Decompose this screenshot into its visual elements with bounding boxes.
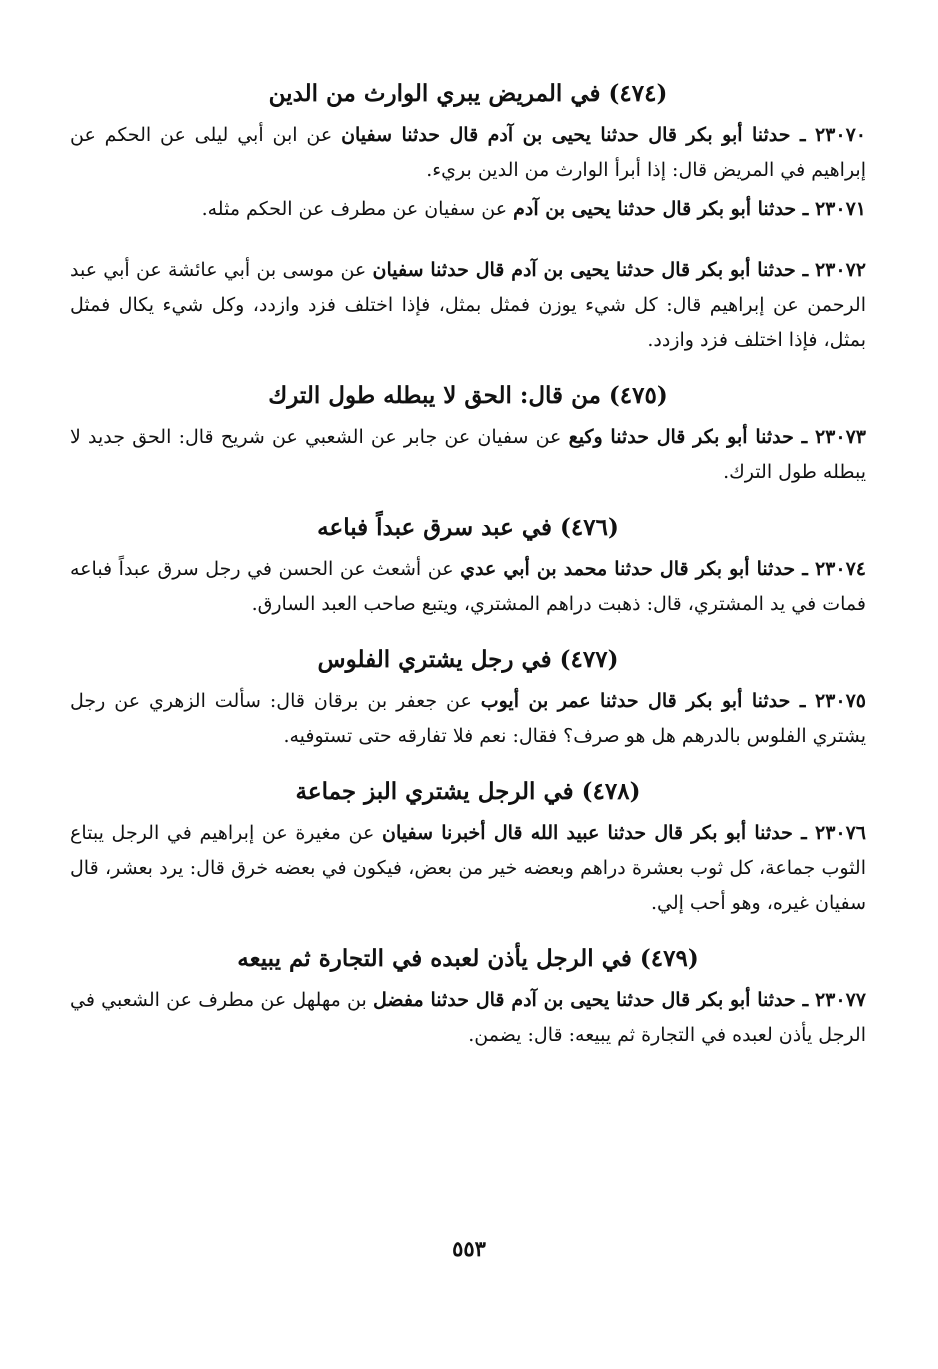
hadith-text: عن مغيرة عن إبراهيم في الرجل يبتاع الثوب جماعة، كل ثوب بعشرة دراهم وبعضه خير من بعض، فيكون في بعضه خرق قال: يرد بعشر، قال سفيان غيره، وهو أحب إلي. <box>70 822 866 914</box>
hadith-text: عن ابن أبي ليلى عن الحكم عن إبراهيم في المريض قال: إذا أبرأ الوارث من الدين بريء. <box>70 124 866 181</box>
section-heading-477: (٤٧٧) في رجل يشتري الفلوس <box>317 646 619 673</box>
page-number: ٥٥٣ <box>452 1236 486 1261</box>
hadith-text: عن موسى بن أبي عائشة عن أبي عبد الرحمن عن إبراهيم قال: كل شيء يوزن فمثل بمثل، فإذا اختلف فزد وازدد، وكل شيء يكال فمثل بمثل، فإذا اختلف فزد وازدد. <box>70 259 866 351</box>
hadith-number: ٢٣٠٧٣ <box>814 426 866 448</box>
hadith-23075 <box>70 684 866 754</box>
hadith-chain-lead: ـ حدثنا أبو بكر قال حدثنا عمر بن أيوب <box>480 690 815 712</box>
section-heading-476: (٤٧٦) في عبد سرق عبداً فباعه <box>317 514 619 541</box>
hadith-number: ٢٣٠٧٥ <box>814 690 866 712</box>
section-heading-479: (٤٧٩) في الرجل يأذن لعبده في التجارة ثم يبيعه <box>237 945 699 972</box>
hadith-number: ٢٣٠٧٦ <box>814 822 867 844</box>
section-heading-478: (٤٧٨) في الرجل يشتري البز جماعة <box>295 778 641 805</box>
hadith-23077 <box>70 983 866 1053</box>
hadith-chain-lead: ـ حدثنا أبو بكر قال حدثنا يحيى بن آدم قال حدثنا سفيان <box>372 259 815 281</box>
hadith-23076 <box>70 816 866 921</box>
hadith-23073 <box>70 420 866 490</box>
hadith-chain-lead: ـ حدثنا أبو بكر قال حدثنا وكيع <box>568 426 815 448</box>
hadith-number: ٢٣٠٧٢ <box>814 259 866 281</box>
hadith-text: بن مهلهل عن مطرف عن الشعبي في الرجل يأذن لعبده في التجارة ثم يبيعه: قال: يضمن. <box>70 989 866 1046</box>
hadith-number: ٢٣٠٧٤ <box>814 558 866 580</box>
hadith-text: عن سفيان عن جابر عن الشعبي عن شريح قال: الحق جديد لا يبطله طول الترك. <box>70 426 866 483</box>
hadith-number: ٢٣٠٧٠ <box>814 124 866 146</box>
hadith-number: ٢٣٠٧١ <box>814 198 866 220</box>
hadith-23072 <box>70 253 866 358</box>
section-heading-475: (٤٧٥) من قال: الحق لا يبطله طول الترك <box>268 382 668 409</box>
document-page <box>70 74 866 1053</box>
hadith-chain-lead: ـ حدثنا أبو بكر قال حدثنا يحيى بن آدم قال حدثنا سفيان <box>341 124 815 146</box>
hadith-23070 <box>70 118 866 188</box>
hadith-text: عن سفيان عن مطرف عن الحكم مثله. <box>201 198 514 220</box>
hadith-chain-lead: ـ حدثنا أبو بكر قال حدثنا عبيد الله قال أخبرنا سفيان <box>382 822 815 844</box>
section-heading-474: (٤٧٤) في المريض يبري الوارث من الدين <box>268 80 668 107</box>
hadith-text: عن جعفر بن برقان قال: سألت الزهري عن رجل يشتري الفلوس بالدرهم هل هو صرف؟ فقال: نعم فلا تفارقه حتى تستوفيه. <box>70 690 866 747</box>
hadith-chain-lead: ـ حدثنا أبو بكر قال حدثنا محمد بن أبي عدي <box>460 558 815 580</box>
hadith-number: ٢٣٠٧٧ <box>814 989 866 1011</box>
hadith-23074 <box>70 552 866 622</box>
hadith-chain-lead: ـ حدثنا أبو بكر قال حدثنا يحيى بن آدم قال حدثنا مفضل <box>373 989 815 1011</box>
hadith-23071 <box>70 192 866 227</box>
hadith-text: عن أشعث عن الحسن في رجل سرق عبداً فباعه فمات في يد المشتري، قال: ذهبت دراهم المشتري، ويتبع صاحب العبد السارق. <box>70 558 866 615</box>
hadith-chain-lead: ـ حدثنا أبو بكر قال حدثنا يحيى بن آدم <box>513 198 815 220</box>
